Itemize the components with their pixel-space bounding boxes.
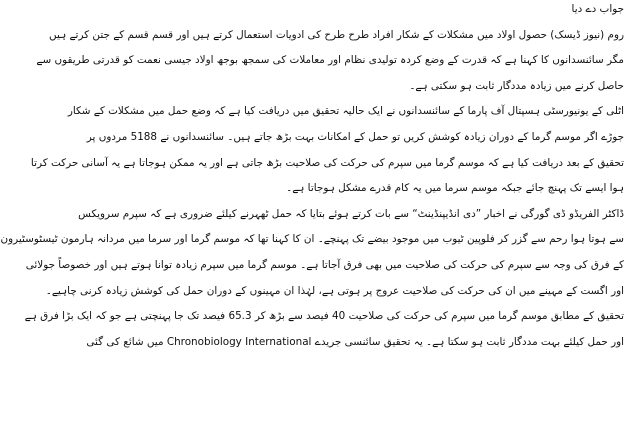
paragraph-3-line-1: ڈاکٹر الفریڈو ڈی گورگی نے اخبار ”دی انڈیپنڈینٹ“ سے بات کرتے ہوئے بتایا کہ حمل ٹھہرنے کیلئے ضروری ہے کہ سپرم سرویکس — [78, 207, 624, 220]
paragraph-2-line-2: جوڑے اگر موسم گرما کے دوران زیادہ کوشش کریں تو حمل کے امکانات بہت بڑھ جاتے ہیں۔ سائنسدانوں نے 5188 مردوں پر — [86, 130, 624, 143]
paragraph-2-line-3: تحقیق کے بعد دریافت کیا ہے کہ موسم گرما میں سپرم کی حرکت کی صلاحیت بڑھ جاتی ہے اور یہ ممکن ہوجاتا ہے یہ آسانی حرکت کرتا — [30, 156, 624, 169]
paragraph-2-line-4: ہوا ایسے تک پہنچ جائے جبکہ موسم سرما میں یہ کام قدرے مشکل ہوجاتا ہے۔ — [286, 182, 624, 195]
paragraph-1-line-3: حاصل کرنے میں زیادہ مددگار ثابت ہو سکتی ہے۔ — [409, 79, 624, 92]
paragraph-1-line-2: مگر سائنسدانوں کا کہنا ہے کہ قدرت کے وضع کردہ تولیدی نظام اور معاملات کی سمجھ بوجھ اولاد جیسی نعمت کو قدرتی طریقوں سے — [36, 54, 624, 67]
paragraph-3-line-2: سے ہوتا ہوا رحم سے گزر کر فلوپین ٹیوب میں موجود بیضے تک پہنچے۔ ان کا کہنا تھا کہ موسم گرما اور سرما میں مردانہ ہارمون ٹیسٹوسٹیرون — [0, 233, 624, 246]
paragraph-3-line-4: اور اگست کے مہینے میں ان کی حرکت کی صلاحیت عروج پر ہوتی ہے، لہٰذا ان مہینوں کے دوران حمل کی کوشش زیادہ کرنی چاہیے۔ — [45, 284, 624, 297]
paragraph-1-line-1: روم (نیوز ڈیسک) حصول اولاد میں مشکلات کے شکار افراد طرح طرح کی ادویات استعمال کرتے ہیں اور قسم قسم کے جتن کرتے ہیں — [49, 28, 624, 41]
paragraph-3-line-6: اور حمل کیلئے بہت مددگار ثابت ہو سکتا ہے۔ یہ تحقیق سائنسی جریدے Chronobiology International میں شائع کی گئی — [86, 335, 624, 348]
paragraph-3-line-3: کے فرق کی وجہ سے سپرم کی حرکت کی صلاحیت میں بھی فرق آجاتا ہے۔ موسم گرما میں سپرم زیادہ توانا ہوتے ہیں اور خصوصاً جولائی — [25, 258, 624, 271]
previous-article-tail: جواب دے دیا — [571, 3, 624, 15]
paragraph-2-line-1: اٹلی کے یونیورسٹی ہسپتال آف پارما کے سائنسدانوں نے ایک حالیہ تحقیق میں دریافت کیا ہے کہ وضع حمل میں مشکلات کے شکار — [67, 105, 624, 118]
paragraph-3-line-5: تحقیق کے مطابق موسم گرما میں سپرم کی حرکت کی صلاحیت 40 فیصد سے بڑھ کر 65.3 فیصد تک جا پہنچتی ہے جو کہ ایک بڑا فرق ہے — [24, 310, 624, 323]
